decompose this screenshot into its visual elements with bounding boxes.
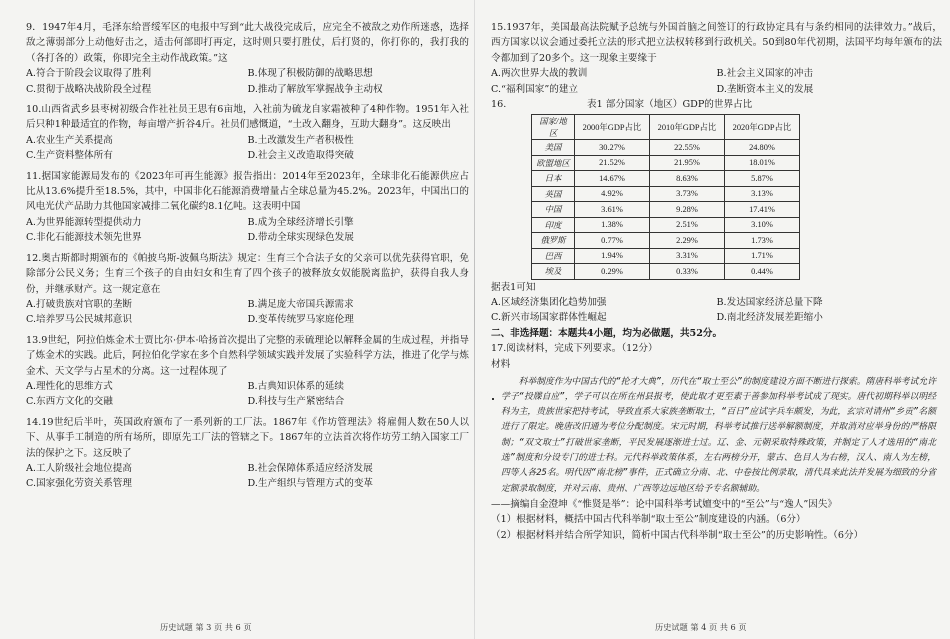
option-c[interactable]: C.新兴市场国家群体性崛起 [491, 312, 607, 324]
gdp-share-table [531, 114, 800, 280]
option-d[interactable]: D.生产组织与管理方式的变革 [247, 478, 374, 490]
option-b[interactable]: B.土改激发生产者积极性 [247, 134, 354, 146]
option-d[interactable]: D.推动了解放军掌握战争主动权 [247, 83, 383, 95]
option-a[interactable]: A.农业生产关系提高 [26, 134, 113, 146]
question-number: 16. [491, 99, 507, 111]
option-a[interactable]: A.两次世界大战的教训 [491, 68, 588, 80]
question-stem: 11.据国家能源局发布的《2023年可再生能源》报告指出：2014年至2023年，全球非化石能源供应占比从13.6%提升至18.5%，其中，中国非化石能源消费增量占全球总量为45.2%。2023年，中国出口的风电光伏产品助力其他国家减排二氧化碳约8.1亿吨。这表明中国 [26, 170, 469, 213]
gdp-share-cell: 21.52% [575, 155, 650, 171]
gdp-share-cell: 0.44% [725, 264, 800, 280]
material-text: 科举制度作为中国古代的“抡才大典”，历代在“取士至公”的制度建设方面不断进行探索。隋唐科举考试允许学子“投牒自应”，学子可以在所在州县报考，使此取才更至素于善参加科举考试成了现实。唐代初期科举以明经科为主，贵族世家把持考试，导致直系大家族垄断取士，“百日”应试字兵车颇发，为此，玄宗对请州“乡贡”名额进行了限定。晚唐改旧通为考位分配制度。宋元时期，科举考试推行送举解额制度，并取消对应举身份的严格限制；“双文取士”打破世家垄断，平民发展逐渐进士过。辽、金、元朝采取特殊政策，并制定了人才选用的“南北选”制度和分设专门的进士科。元代科举政策体系，左右两榜分开，蒙古、色目人为右榜，汉人、南人为左榜，四等人各25名。明代因“南北榜”事件，正式确立分南、北、中卷按比例录取，清代具来此法并发展为细致的分省定额录取制度，并对云南、贵州、广西等边远地区给予专名额辅助。 [501, 376, 936, 494]
option-d[interactable]: D.社会主义改造取得突破 [247, 150, 354, 162]
gdp-share-cell: 1.71% [725, 248, 800, 264]
gdp-share-cell: 3.73% [650, 186, 725, 202]
gdp-share-cell: 3.10% [725, 217, 800, 233]
question-16 [491, 97, 942, 326]
table-row [532, 264, 800, 280]
table-row [532, 217, 800, 233]
gdp-share-cell: 22.55% [650, 140, 725, 156]
option-c[interactable]: C.贯彻于战略决战阶段全过程 [26, 83, 152, 95]
table-row [532, 155, 800, 171]
question-12 [26, 251, 469, 328]
gdp-share-cell: 3.31% [650, 248, 725, 264]
option-a[interactable]: A.区域经济集团化趋势加强 [491, 296, 607, 308]
question-13 [26, 333, 469, 410]
option-c[interactable]: C.国家强化劳资关系管理 [26, 478, 132, 490]
option-c[interactable]: C.生产资料整体所有 [26, 150, 113, 162]
question-10 [26, 102, 469, 164]
question-stem: 12.奥古斯都时期颁布的《帕披乌斯-波佩乌斯法》规定：生育三个合法子女的父亲可以优先获得官职，免除部分公民义务；生育三个孩子的自由妇女和生育了四个孩子的被释放女奴能脱离监护，获得自我人身份，并继承财产。这一规定意在 [26, 252, 469, 295]
table-row [532, 186, 800, 202]
option-b[interactable]: B.成为全球经济增长引擎 [247, 216, 354, 228]
gdp-share-cell: 9.28% [650, 202, 725, 218]
region-cell: 埃及 [532, 264, 575, 280]
table-row [532, 248, 800, 264]
region-cell: 美国 [532, 140, 575, 156]
table-lead: 据表1可知 [491, 281, 536, 293]
question-stem: 10.山西省武乡县枣树初级合作社社员王思有6亩地，入社前为硫龙自家霜被种了4种作物。1951年入社后只种1种最适宜的作物，每亩增产折谷4斤。社员们感慨道，“土改入翻身，互助大翻身”。这反映出 [26, 104, 469, 131]
table-header-row [532, 115, 800, 140]
option-b[interactable]: B.发达国家经济总量下降 [716, 296, 823, 308]
option-d[interactable]: D.带动全球实现绿色发展 [247, 232, 354, 244]
sub-question-1: （1）根据材料，概括中国古代科举制“取士至公”制度建设的内涵。（6分） [491, 514, 806, 526]
region-cell: 中国 [532, 202, 575, 218]
gdp-share-cell: 2.29% [650, 233, 725, 249]
option-d[interactable]: D.变革传统罗马家庭伦理 [247, 314, 354, 326]
question-14 [26, 415, 469, 492]
column-header: 2020年GDP占比 [725, 115, 800, 140]
material-label: 材料 [491, 358, 511, 370]
table-row [532, 171, 800, 187]
option-d[interactable]: D.南北经济发展差距缩小 [716, 312, 823, 324]
gdp-share-cell: 30.27% [575, 140, 650, 156]
gdp-share-cell: 21.95% [650, 155, 725, 171]
question-stem: 17.阅读材料，完成下列要求。（12分） [491, 343, 658, 355]
region-cell: 印度 [532, 217, 575, 233]
question-17 [491, 341, 942, 543]
gdp-share-cell: 4.92% [575, 186, 650, 202]
region-cell: 巴西 [532, 248, 575, 264]
option-a[interactable]: A.工人阶级社会地位提高 [26, 462, 132, 474]
gdp-share-cell: 3.61% [575, 202, 650, 218]
gdp-share-cell: 18.01% [725, 155, 800, 171]
table-row [532, 233, 800, 249]
option-b[interactable]: B.体现了积极防御的战略思想 [247, 68, 373, 80]
question-stem: 13.9世纪，阿拉伯炼金术士贾比尔·伊本·哈扬首次提出了完整的汞硫理论以解释金属的生成过程，并指导了炼金术的实践。此后，阿拉伯化学家在多个自然科学领域实践并发展了实验科学方法，推进了化学与炼金术、天文学与占星术的分离。这一过程体现了 [26, 334, 469, 377]
column-header: 国家/地区 [532, 115, 575, 140]
option-a[interactable]: A.打破贵族对官职的垄断 [26, 298, 132, 310]
gdp-share-cell: 2.51% [650, 217, 725, 233]
option-b[interactable]: B.社会保障体系适应经济发展 [247, 462, 373, 474]
option-a[interactable]: A.理性化的思维方式 [26, 380, 113, 392]
option-d[interactable]: D.科技与生产紧密结合 [247, 396, 345, 408]
option-c[interactable]: C.非化石能源技术领先世界 [26, 232, 142, 244]
option-d[interactable]: D.垄断资本主义的发展 [716, 83, 814, 95]
region-cell: 俄罗斯 [532, 233, 575, 249]
option-b[interactable]: B.社会主义国家的冲击 [716, 68, 813, 80]
option-c[interactable]: C.东西方文化的交融 [26, 396, 113, 408]
gdp-share-cell: 1.94% [575, 248, 650, 264]
region-cell: 英国 [532, 186, 575, 202]
page-footer: 历史试题 第 3 页 共 6 页 [160, 622, 252, 632]
column-header: 2010年GDP占比 [650, 115, 725, 140]
question-11 [26, 169, 469, 246]
page-footer: 历史试题 第 4 页 共 6 页 [655, 622, 747, 632]
table-row [532, 140, 800, 156]
question-stem: 15.1937年，美国最高法院赋予总统与外国首脑之间签订的行政协定具有与条约相同的法律效力。”战后，西方国家以议会通过委托立法的形式把立法权转移到行政机关。50到80年代初期，法国平均每年颁布的法令都加到了20多个。这一现象主要缘于 [491, 22, 942, 64]
gdp-share-cell: 1.73% [725, 233, 800, 249]
option-b[interactable]: B.满足庞大帝国兵源需求 [247, 298, 354, 310]
gdp-share-cell: 3.13% [725, 186, 800, 202]
option-b[interactable]: B.古典知识体系的延续 [247, 380, 344, 392]
option-a[interactable]: A.为世界能源转型提供动力 [26, 216, 142, 228]
question-15 [491, 20, 942, 97]
column-header: 2000年GDP占比 [575, 115, 650, 140]
gdp-share-cell: 5.87% [725, 171, 800, 187]
gdp-share-cell: 0.29% [575, 264, 650, 280]
question-9 [26, 20, 469, 97]
table-title: 表1 部分国家（地区）GDP的世界占比 [587, 99, 753, 111]
gdp-share-cell: 1.38% [575, 217, 650, 233]
material-source: ——摘编自金澄坤《“惟贤是举”：论中国科举考试嬗变中的“至公”与“逸人”因失》 [491, 498, 838, 510]
question-stem: 9．1947年4月，毛泽东给晋绥军区的电报中写到“此大战役完成后，应完全不被敌之劝作所迷惑，选择敌之薄弱部分上动他好击之，适击何部即打再定，这时则只要打胜仗，后打贤的，你打你的，我打我的（各打各的）政策，你即完全主动作战政策。”这 [26, 22, 469, 64]
sub-question-2: （2）根据材料并结合所学知识，简析中国古代科举制“取士至公”的历史影响性。（6分） [491, 529, 864, 541]
option-c[interactable]: C.“福利国家”的建立 [491, 83, 579, 95]
option-a[interactable]: A.符合于阶段会议取得了胜利 [26, 68, 152, 80]
table-row [532, 202, 800, 218]
question-stem: 14.19世纪后半叶，英国政府颁布了一系列新的工厂法。1867年《作坊管理法》将雇佣人数在50人以下、从事手工制造的所有场所，即原先工厂法的管辖之下。1867年的立法首次将作坊劳工纳入国家工厂法的保护之下。这反映了 [26, 416, 469, 459]
option-c[interactable]: C.培养罗马公民城邦意识 [26, 314, 132, 326]
gdp-share-cell: 0.33% [650, 264, 725, 280]
gdp-share-cell: 8.63% [650, 171, 725, 187]
gdp-share-cell: 0.77% [575, 233, 650, 249]
region-cell: 欧盟地区 [532, 155, 575, 171]
gdp-share-cell: 24.80% [725, 140, 800, 156]
section-heading: 二、非选择题：本题共4小题，均为必做题，共52分。 [491, 327, 723, 339]
region-cell: 日本 [532, 171, 575, 187]
gdp-share-cell: 14.67% [575, 171, 650, 187]
gdp-share-cell: 17.41% [725, 202, 800, 218]
right-page [475, 0, 950, 639]
